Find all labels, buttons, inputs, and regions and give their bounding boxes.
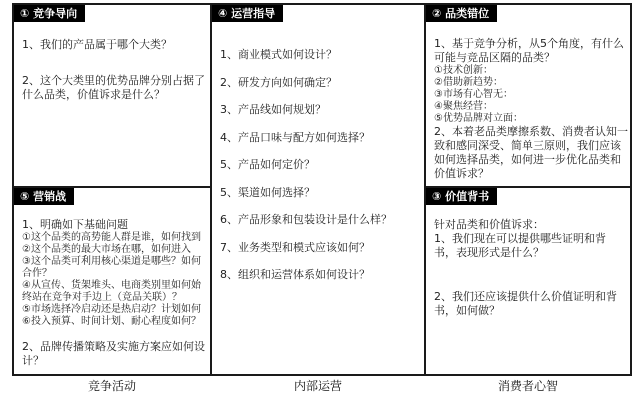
sub-item: ①技术创新： <box>434 65 493 76</box>
sub-item: ①这个品类的高势能人群是谁，如何找到 <box>22 232 201 243</box>
sub-item: ③市场有心智无： <box>434 89 513 100</box>
tag-endorsement: ③ 价值背书 <box>426 188 497 205</box>
footer-label-competition: 竞争活动 <box>87 379 136 393</box>
intro: 针对品类和价值诉求： <box>434 218 544 231</box>
tag-competition: ① 竞争导向 <box>14 5 85 22</box>
footer-label-consumer-mind: 消费者心智 <box>497 379 558 393</box>
item: 2、这个大类里的优势品牌分别占据了什么品类，价值诉求是什么？ <box>22 74 205 101</box>
question: 2、本着老品类摩擦系数、消费者认知一致和感同深受、简单三原则，我们应该如何选择品类，如何进一步优化品类和价值诉求？ <box>434 125 628 180</box>
tag-positioning: ② 品类错位 <box>426 5 497 22</box>
item: 5、产品如何定价？ <box>220 158 315 171</box>
sub-item: ⑥投入预算、时间计划、耐心程度如何？ <box>22 316 201 327</box>
question: 1、明确如下基础问题 <box>22 218 128 231</box>
sub-item: ④聚焦经营： <box>434 101 493 112</box>
item: 8、组织和运营体系如何设计？ <box>220 268 370 281</box>
item: 2、我们还应该提供什么价值证明和背书，如何做？ <box>434 290 617 317</box>
footer-label-operations: 内部运营 <box>293 379 342 393</box>
sub-item: ②这个品类的最大市场在哪，如何进入 <box>22 244 191 255</box>
item: 3、产品线如何规划？ <box>220 103 326 116</box>
item: 1、我们的产品属于哪个大类？ <box>22 38 172 51</box>
tag-marketing: ⑤ 营销战 <box>14 188 74 205</box>
item: 1、我们现在可以提供哪些证明和背书，表现形式是什么？ <box>434 232 606 259</box>
question: 2、品牌传播策略及实施方案应如何设计？ <box>22 340 205 367</box>
box-endorsement <box>424 186 632 376</box>
sub-item: ⑤市场选择冷启动还是热启动？计划如何 <box>22 304 201 315</box>
box-positioning <box>424 3 632 188</box>
sub-item: ④从宣传、货架堆头、电商类别里如何始终站在竞争对手边上（竞品关联）？ <box>22 280 201 303</box>
question: 1、基于竞争分析，从5个角度，有什么可能与竞品区隔的品类？ <box>434 37 624 64</box>
box-marketing <box>12 186 212 376</box>
item: 2、研发方向如何确定？ <box>220 75 337 89</box>
box-competition <box>12 3 212 188</box>
item: 5、渠道如何选择？ <box>220 185 315 199</box>
item: 7、业务类型和模式应该如何？ <box>220 240 370 254</box>
sub-item: ⑤优势品牌对立面： <box>434 113 523 124</box>
sub-item: ③这个品类可利用核心渠道是哪些？如何合作？ <box>22 256 201 279</box>
box-operations <box>210 3 426 376</box>
tag-operations: ④ 运营指导 <box>212 5 283 22</box>
item: 6、产品形象和包装设计是什么样？ <box>220 213 392 226</box>
item: 4、产品口味与配方如何选择？ <box>220 130 370 144</box>
item: 1、商业模式如何设计？ <box>220 48 337 61</box>
sub-item: ②借助新趋势： <box>434 77 503 88</box>
